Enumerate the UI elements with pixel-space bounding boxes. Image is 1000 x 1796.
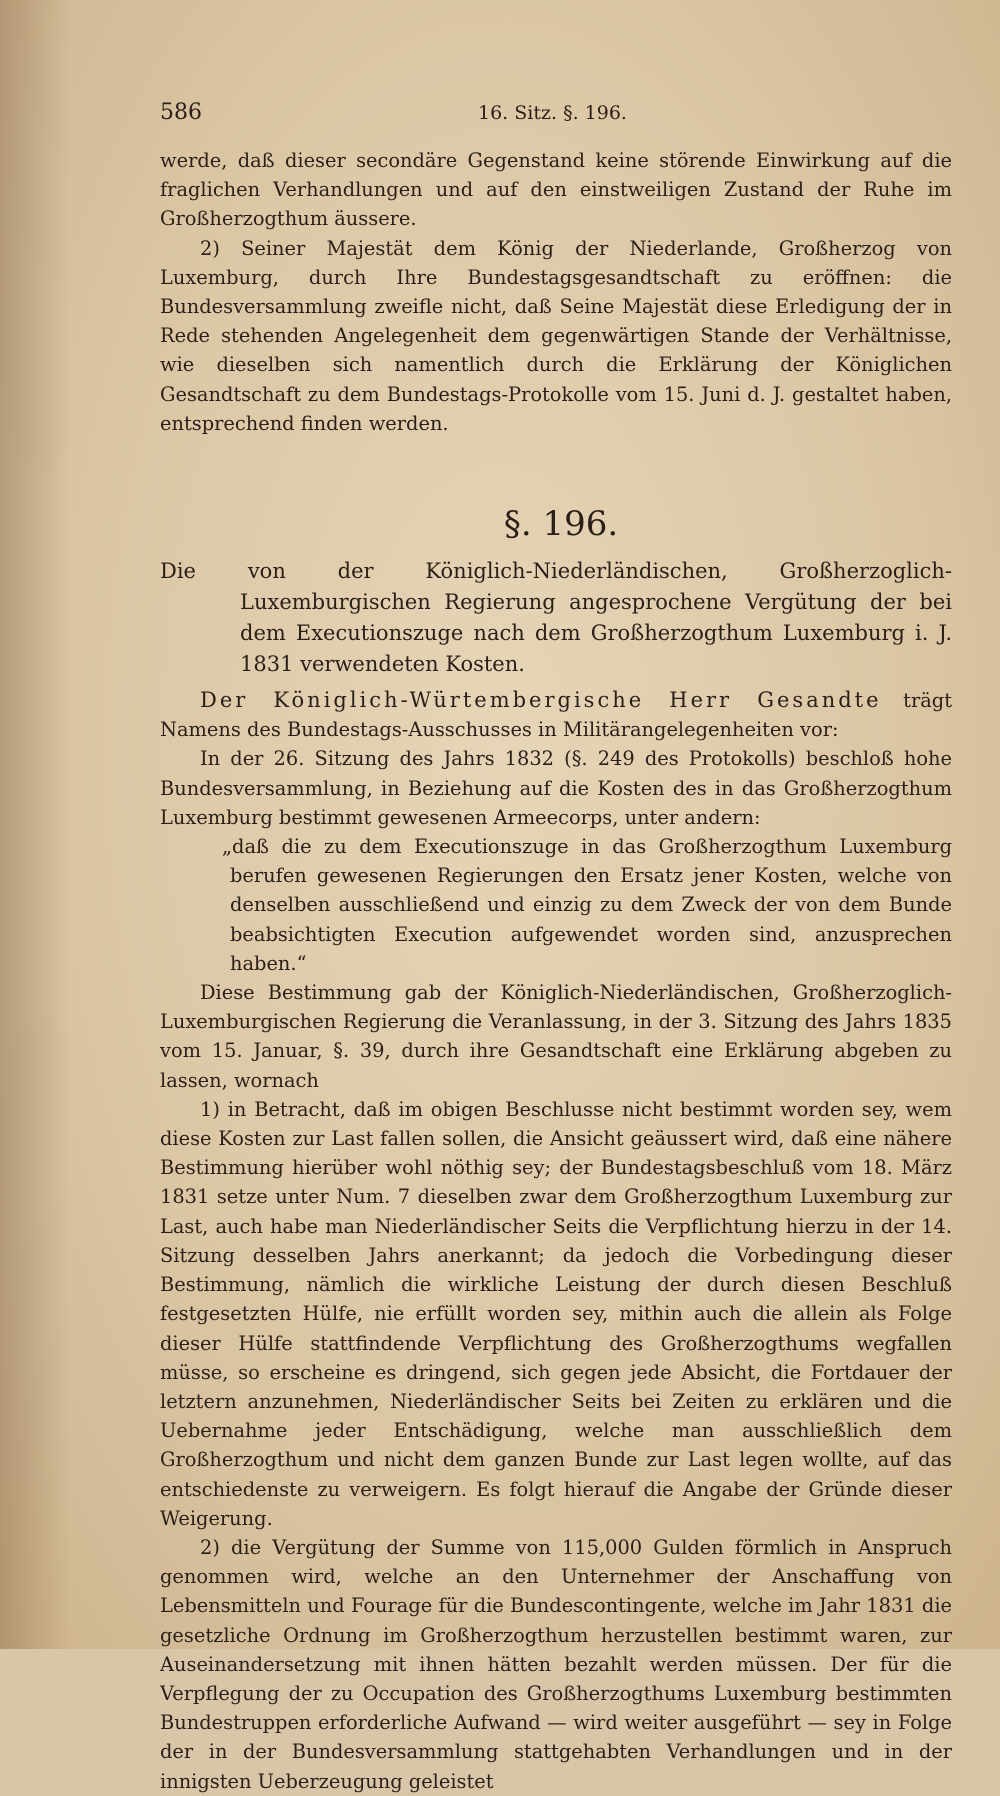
page-edge-shadow (0, 0, 70, 1649)
paragraph-resolution: In der 26. Sitzung des Jahrs 1832 (§. 249 des Protokolls) beschloß hohe Bundesversammlung, in Beziehung auf die Kosten des in das Großherzogthum Luxemburg bestimmt gewesenen Armeecorps, unter andern: (160, 747, 952, 829)
paragraph-continuation: werde, daß dieser secondäre Gegenstand keine störende Einwirkung auf die fraglichen Verhandlungen und auf den einstweiligen Zustand der Ruhe im Großherzogthum äussere. (160, 149, 952, 231)
paragraph-point-2: 2) die Vergütung der Summe von 115,000 Gulden förmlich in Anspruch genommen wird, welche an den Unternehmer der Anschaffung von Lebensmitteln und Fourage für die Bundescontingente, welche im Jahr 1831 die gesetzliche Ordnung im Großherzogthum herzustellen bestimmt waren, zur Auseinandersetzung mit ihnen hätten bezahlt werden müssen. Der für die Verpflegung der zu Occupation des Großherzogthums Luxemburg bestimmten Bundestruppen erforderliche Aufwand — wird weiter ausgeführt — sey in Folge der in der Bundesversammlung stattgehabten Verhandlungen und in der innigsten Ueberzeugung geleistet (160, 1535, 952, 1793)
page-header (160, 100, 950, 134)
section-number: §. 196. (503, 504, 619, 545)
page-number: 586 (160, 100, 202, 125)
paragraph-point-1: 1) in Betracht, daß im obigen Beschlusse nicht bestimmt worden sey, wem diese Kosten zur Last fallen sollen, die Ansicht geäussert wird, daß eine nähere Bestimmung hierüber wohl nöthig sey; der Bundestagsbeschluß vom 18. März 1831 setze unter Num. 7 dieselben zwar dem Großherzogthum Luxemburg zur Last, auch habe man Niederländischer Seits die Verpflichtung hierzu in der 14. Sitzung desselben Jahrs anerkannt; da jedoch die Vorbedingung dieser Bestimmung, nämlich die wirkliche Leistung der durch diesen Beschluß festgesetzten Hülfe, nie erfüllt worden sey, mithin auch die allein als Folge dieser Hülfe stattfindende Verpflichtung des Großherzogthums wegfallen müsse, so erscheine es dringend, sich gegen jede Absicht, die Fortdauer der letztern anzunehmen, Niederländischer Seits bei Zeiten zu erklären und die Uebernahme jeder Entschädigung, welche man ausschließlich dem Großherzogthum und nicht dem ganzen Bunde zur Last legen wollte, auf das entschiedenste zu verweigern. Es folgt hierauf die Angabe der Gründe dieser Weigerung. (160, 1097, 952, 1530)
paragraph-declaration: Diese Bestimmung gab der Königlich-Niederländischen, Großherzoglich-Luxemburgischen Regierung die Veranlassung, in der 3. Sitzung des Jahrs 1835 vom 15. Januar, §. 39, durch ihre Gesandtschaft eine Erklärung abgeben zu lassen, wornach (160, 981, 952, 1092)
speaker-name: Der Königlich-Würtembergische Herr Gesandte (200, 688, 882, 713)
block-quote: „daß die zu dem Executionszuge in das Großherzogthum Luxemburg berufen gewesenen Regierungen den Ersatz jener Kosten, welche von denselben ausschließend und einzig zu dem Zweck der von dem Bunde beabsichtigten Execution aufgewendet worden sind, anzusprechen haben.“ (222, 835, 952, 975)
intro-text: trägt Namens des Bundestags-Ausschusses in Militärangelegenheiten vor: (160, 689, 952, 742)
intro-paragraph (160, 686, 952, 744)
running-head: 16. Sitz. §. 196. (478, 102, 627, 124)
page-body (160, 146, 952, 1796)
section-title: Die von der Königlich-Niederländischen, Großherzoglich-Luxemburgischen Regierung angesprochene Vergütung der bei dem Executionszuge nach dem Großherzogthum Luxemburg i. J. 1831 verwendeten Kosten. (160, 559, 952, 677)
paragraph-item-2: 2) Seiner Majestät dem König der Niederlande, Großherzog von Luxemburg, durch Ihre Bundestagsgesandtschaft zu eröffnen: die Bundesversammlung zweifle nicht, daß Seine Majestät diese Erledigung der in Rede stehenden Angelegenheit dem gegenwärtigen Stande der Verhältnisse, wie dieselben sich namentlich durch die Erklärung der Königlichen Gesandtschaft zu dem Bundestags-Protokolle vom 15. Juni d. J. gestaltet haben, entsprechend finden werden. (160, 236, 952, 435)
